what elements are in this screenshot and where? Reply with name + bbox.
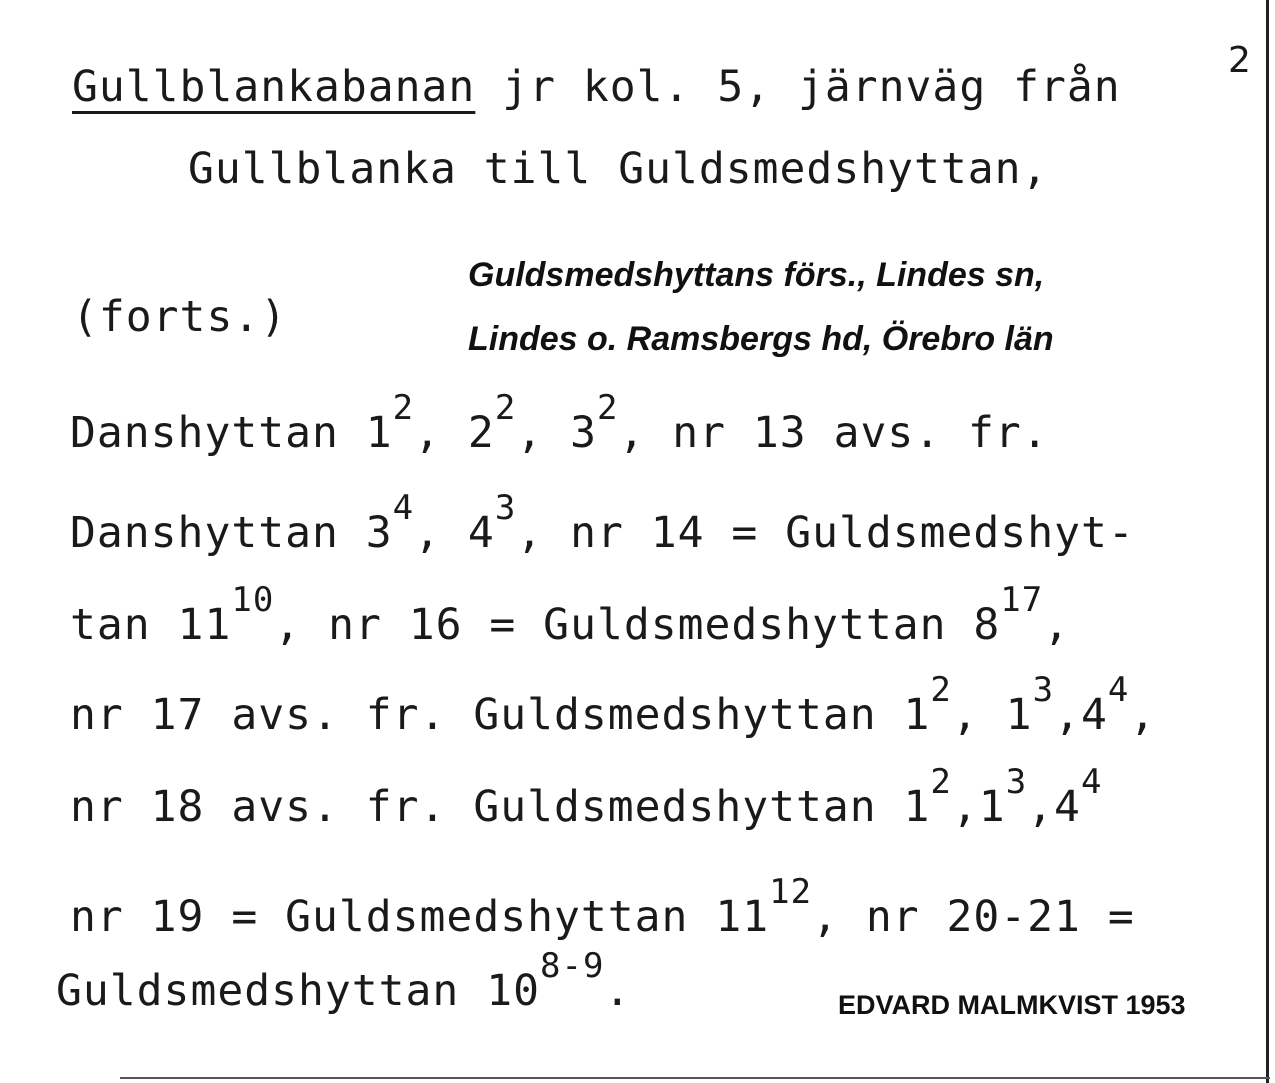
body-text: nr 19 = Guldsmedshyttan 11 bbox=[70, 892, 770, 942]
body-line bbox=[70, 388, 1049, 458]
body-text: nr 18 avs. fr. Guldsmedshyttan 1 bbox=[70, 782, 931, 832]
superscript-page-ref: 4 bbox=[1080, 762, 1103, 802]
body-text: tan 11 bbox=[70, 600, 232, 650]
location-stamp-line-1: Guldsmedshyttans förs., Lindes sn, bbox=[468, 256, 1045, 294]
card-edge-bottom bbox=[120, 1077, 1270, 1079]
body-text: , nr 14 = Guldsmedshyt- bbox=[516, 508, 1135, 558]
body-line bbox=[56, 946, 632, 1016]
superscript-page-ref: 12 bbox=[769, 872, 813, 912]
body-text: Danshyttan 3 bbox=[70, 508, 393, 558]
superscript-page-ref: 2 bbox=[930, 670, 952, 710]
body-text: , nr 13 avs. fr. bbox=[618, 408, 1049, 458]
superscript-page-ref: 4 bbox=[392, 488, 415, 528]
body-text: . bbox=[604, 966, 632, 1016]
body-text: , 2 bbox=[414, 408, 495, 458]
body-line bbox=[70, 580, 1071, 650]
superscript-page-ref: 3 bbox=[1032, 670, 1055, 710]
superscript-page-ref: 2 bbox=[596, 388, 619, 428]
card-edge-right bbox=[1266, 0, 1269, 1083]
title-line-2: Gullblanka till Guldsmedshyttan, bbox=[188, 144, 1049, 194]
body-text: ,1 bbox=[951, 782, 1006, 832]
superscript-page-ref: 4 bbox=[1107, 670, 1130, 710]
body-text: , nr 16 = Guldsmedshyttan 8 bbox=[274, 600, 1001, 650]
body-text: ,4 bbox=[1054, 690, 1108, 740]
body-text: ,4 bbox=[1027, 782, 1081, 832]
body-text: Guldsmedshyttan 10 bbox=[56, 966, 540, 1016]
location-stamp-line-2: Lindes o. Ramsbergs hd, Örebro län bbox=[468, 320, 1054, 358]
body-text: , 3 bbox=[516, 408, 597, 458]
author-stamp: EDVARD MALMKVIST 1953 bbox=[838, 990, 1186, 1020]
body-line bbox=[70, 872, 1135, 942]
superscript-page-ref: 3 bbox=[1005, 762, 1028, 802]
body-text: , 4 bbox=[414, 508, 495, 558]
superscript-page-ref: 3 bbox=[494, 488, 517, 528]
body-text: , bbox=[1129, 690, 1157, 740]
body-text: , nr 20-21 = bbox=[812, 892, 1135, 942]
superscript-page-ref: 2 bbox=[930, 762, 952, 802]
body-line bbox=[70, 762, 1103, 832]
page-number: 2 bbox=[1228, 40, 1251, 81]
superscript-page-ref: 8-9 bbox=[540, 946, 605, 986]
body-text: nr 17 avs. fr. Guldsmedshyttan 1 bbox=[70, 690, 931, 740]
body-text: Danshyttan 1 bbox=[70, 408, 393, 458]
continued-label: (forts.) bbox=[72, 292, 288, 342]
body-text: , bbox=[1043, 600, 1071, 650]
headword: Gullblankabanan bbox=[72, 62, 476, 112]
body-text: , 1 bbox=[951, 690, 1033, 740]
superscript-page-ref: 10 bbox=[231, 580, 275, 620]
superscript-page-ref: 2 bbox=[392, 388, 415, 428]
body-line bbox=[70, 670, 1157, 740]
title-line-1 bbox=[72, 62, 1121, 112]
title-rest: jr kol. 5, järnväg från bbox=[475, 62, 1121, 112]
body-line bbox=[70, 488, 1135, 558]
superscript-page-ref: 17 bbox=[1000, 580, 1044, 620]
superscript-page-ref: 2 bbox=[494, 388, 517, 428]
